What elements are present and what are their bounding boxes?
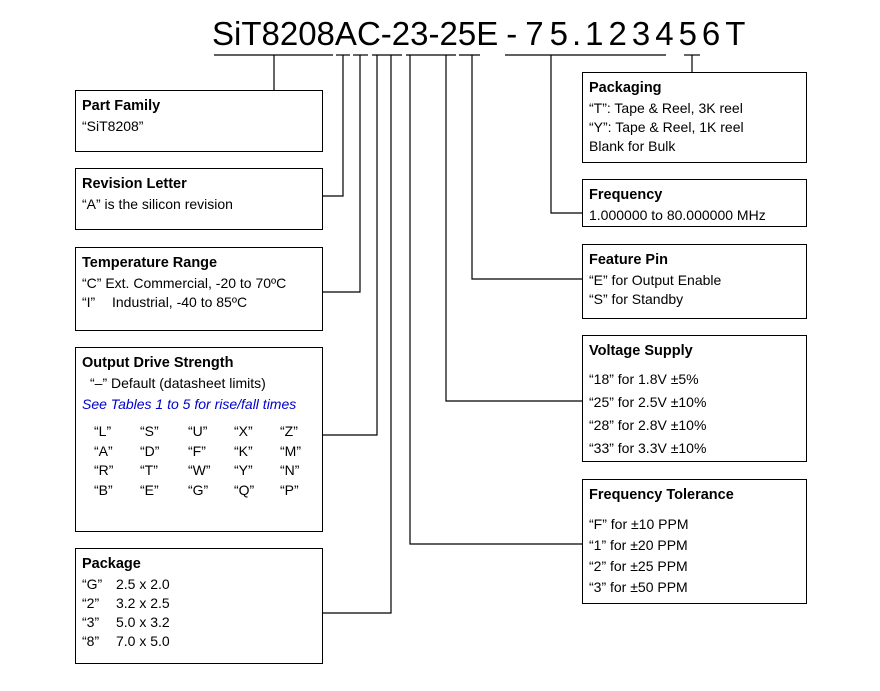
package-row bbox=[82, 594, 316, 613]
package-size: 3.2 x 2.5 bbox=[116, 595, 170, 611]
feature-pin-box bbox=[582, 244, 807, 319]
frequency-tolerance-title: Frequency Tolerance bbox=[589, 487, 734, 503]
pn-temperature: C bbox=[356, 15, 381, 52]
temperature-range-title: Temperature Range bbox=[82, 255, 218, 271]
drive-code: “G” bbox=[188, 481, 209, 498]
packaging-title: Packaging bbox=[589, 80, 662, 96]
temperature-option-c: “C” Ext. Commercial, -20 to 70ºC bbox=[82, 275, 287, 291]
feature-pin-option-s: “S” for Standby bbox=[589, 291, 684, 307]
pn-freq-3: 1 bbox=[585, 15, 604, 52]
drive-code: “R” bbox=[94, 462, 114, 478]
drive-code: “W” bbox=[188, 462, 211, 478]
drive-code: “Y” bbox=[234, 462, 253, 478]
voltage-option-33: “33” for 3.3V ±10% bbox=[589, 440, 707, 456]
frequency-box bbox=[582, 179, 807, 227]
package-size: 2.5 x 2.0 bbox=[116, 576, 170, 592]
drive-code: “F” bbox=[188, 442, 206, 459]
packaging-option-t: “T”: Tape & Reel, 3K reel bbox=[589, 100, 743, 116]
part-family-title: Part Family bbox=[82, 98, 161, 114]
drive-code: “N” bbox=[280, 462, 300, 478]
package-row bbox=[82, 613, 316, 632]
pn-freq-5: 3 bbox=[631, 15, 651, 52]
packaging-option-y: “Y”: Tape & Reel, 1K reel bbox=[589, 119, 744, 135]
package-code: “2” bbox=[82, 595, 100, 611]
drive-code: “B” bbox=[94, 481, 113, 498]
frequency-range: 1.000000 to 80.000000 MHz bbox=[589, 207, 766, 223]
pn-feature: E bbox=[476, 15, 499, 52]
output-drive-codes bbox=[94, 422, 316, 500]
voltage-supply-box bbox=[582, 335, 807, 462]
connector-package bbox=[322, 55, 391, 613]
pn-freq-6: 4 bbox=[655, 15, 674, 52]
package-row bbox=[82, 632, 316, 651]
drive-code: “U” bbox=[188, 423, 208, 439]
output-drive-note: See Tables 1 to 5 for rise/fall times bbox=[82, 396, 297, 412]
revision-letter-value: “A” is the silicon revision bbox=[82, 196, 233, 212]
drive-code: “Q” bbox=[234, 481, 255, 498]
pn-dash-2: - bbox=[428, 15, 440, 52]
drive-code: “K” bbox=[234, 442, 253, 459]
frequency-tolerance-box bbox=[582, 479, 807, 604]
drive-code: “A” bbox=[94, 442, 113, 459]
pn-family: SiT8208 bbox=[212, 15, 335, 52]
package-code: “G” bbox=[82, 576, 103, 592]
voltage-supply-title: Voltage Supply bbox=[589, 343, 693, 359]
connector-feature bbox=[472, 55, 582, 279]
drive-code: “L” bbox=[94, 423, 112, 439]
drive-code: “X” bbox=[234, 423, 253, 439]
drive-code: “E” bbox=[140, 481, 159, 498]
connector-drive bbox=[322, 55, 377, 435]
feature-pin-option-e: “E” for Output Enable bbox=[589, 272, 722, 288]
package-row bbox=[82, 575, 316, 594]
connector-voltage bbox=[446, 55, 582, 401]
pn-dash-1: - bbox=[380, 15, 392, 52]
feature-pin-title: Feature Pin bbox=[589, 252, 668, 268]
drive-code: “M” bbox=[280, 442, 301, 459]
pn-drive-2: 3 bbox=[410, 15, 429, 52]
drive-code: “T” bbox=[140, 462, 158, 478]
pn-freq-dot: . bbox=[571, 15, 582, 52]
tolerance-option-1: “1” for ±20 PPM bbox=[589, 537, 688, 553]
package-code: “3” bbox=[82, 614, 100, 630]
package-box bbox=[75, 548, 323, 664]
pn-freq-1: 7 bbox=[525, 15, 544, 52]
package-size: 7.0 x 5.0 bbox=[116, 633, 170, 649]
drive-code: “S” bbox=[140, 423, 159, 439]
packaging-box bbox=[582, 72, 807, 163]
connector-tolerance bbox=[410, 55, 582, 544]
pn-voltage-2: 5 bbox=[457, 15, 477, 52]
pn-dash-3: - bbox=[506, 15, 518, 52]
pn-revision: A bbox=[334, 15, 357, 52]
drive-code: “P” bbox=[280, 481, 299, 498]
tolerance-option-3: “3” for ±50 PPM bbox=[589, 579, 688, 595]
temperature-desc-i: Industrial, -40 to 85ºC bbox=[112, 294, 248, 310]
pn-drive-1: 2 bbox=[391, 15, 411, 52]
tolerance-option-2: “2” for ±25 PPM bbox=[589, 558, 688, 574]
temperature-range-box bbox=[75, 247, 323, 331]
temperature-option-i bbox=[82, 293, 316, 312]
package-rows bbox=[82, 575, 316, 651]
drive-code: “D” bbox=[140, 442, 160, 459]
part-family-box bbox=[75, 90, 323, 152]
output-drive-default: “–” Default (datasheet limits) bbox=[90, 375, 266, 391]
package-title: Package bbox=[82, 556, 141, 572]
pn-voltage-1: 2 bbox=[439, 15, 458, 52]
revision-letter-box bbox=[75, 168, 323, 230]
pn-freq-2: 5 bbox=[549, 15, 568, 52]
pn-freq-7: 5 bbox=[678, 15, 697, 52]
pn-packaging: T bbox=[725, 15, 746, 52]
drive-code: “Z” bbox=[280, 423, 298, 439]
connector-temperature bbox=[322, 55, 360, 292]
pn-freq-8: 6 bbox=[701, 15, 721, 52]
frequency-title: Frequency bbox=[589, 187, 663, 203]
temperature-code-i: “I” bbox=[82, 294, 96, 310]
voltage-option-18: “18” for 1.8V ±5% bbox=[589, 371, 699, 387]
part-family-value: “SiT8208” bbox=[82, 118, 144, 134]
connector-revision bbox=[322, 55, 343, 196]
voltage-option-28: “28” for 2.8V ±10% bbox=[589, 417, 707, 433]
package-code: “8” bbox=[82, 633, 100, 649]
connector-frequency bbox=[551, 55, 582, 213]
revision-letter-title: Revision Letter bbox=[82, 176, 187, 192]
voltage-option-25: “25” for 2.5V ±10% bbox=[589, 394, 707, 410]
output-drive-title: Output Drive Strength bbox=[82, 355, 234, 371]
pn-freq-4: 2 bbox=[608, 15, 627, 52]
packaging-option-bulk: Blank for Bulk bbox=[589, 138, 676, 154]
package-size: 5.0 x 3.2 bbox=[116, 614, 170, 630]
output-drive-strength-box bbox=[75, 347, 323, 532]
tolerance-option-f: “F” for ±10 PPM bbox=[589, 516, 689, 532]
